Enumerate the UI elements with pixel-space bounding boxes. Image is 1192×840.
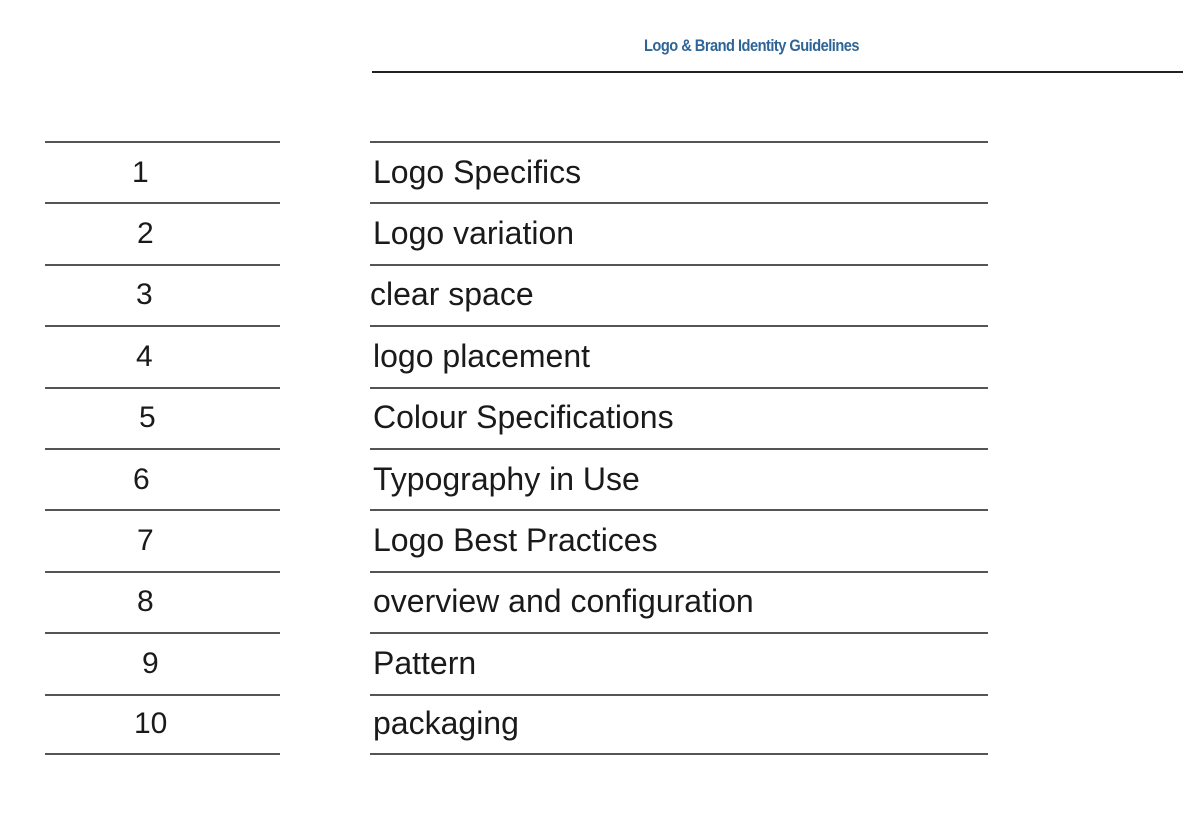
toc-number-cell [45,571,280,632]
toc-title-cell [370,141,988,202]
toc-row [0,632,1192,693]
toc-row [0,571,1192,632]
toc-title: Colour Specifications [373,399,674,436]
toc-title: Logo variation [373,214,575,251]
table-of-contents [0,141,1192,755]
toc-number-cell [45,264,280,325]
toc-row [0,141,1192,202]
toc-title: logo placement [373,337,591,374]
toc-title-cell [370,448,988,509]
toc-row [0,387,1192,448]
toc-row [0,264,1192,325]
toc-number: 4 [136,339,153,373]
toc-title: Pattern [373,644,477,681]
toc-number-cell [45,632,280,693]
toc-number: 6 [133,462,150,496]
toc-row [0,202,1192,263]
toc-number-cell [45,202,280,263]
toc-number: 3 [136,278,153,312]
toc-number: 5 [139,401,156,435]
toc-title-cell [370,571,988,632]
toc-number-cell [45,387,280,448]
document-title: Logo & Brand Identity Guidelines [644,36,859,55]
toc-title-cell [370,325,988,386]
toc-title: packaging [373,704,519,741]
toc-number: 9 [142,646,159,680]
toc-number-cell [45,141,280,202]
toc-title-cell [370,264,988,325]
toc-title: overview and configuration [373,583,754,620]
toc-title: Logo Specifics [373,153,582,190]
toc-title: clear space [370,276,534,313]
toc-title-cell [370,202,988,263]
toc-number: 8 [137,585,154,619]
toc-number: 7 [137,524,154,558]
toc-number: 2 [137,217,154,251]
toc-number-cell [45,325,280,386]
toc-number: 1 [132,155,149,189]
toc-number: 10 [134,707,168,741]
toc-number-cell [45,694,280,755]
toc-title-cell [370,694,988,755]
toc-number-cell [45,448,280,509]
toc-title: Typography in Use [373,460,640,497]
toc-title-cell [370,387,988,448]
toc-title-cell [370,632,988,693]
toc-row [0,509,1192,570]
toc-row [0,448,1192,509]
toc-row [0,694,1192,755]
document-header [372,0,1183,73]
toc-title-cell [370,509,988,570]
toc-title: Logo Best Practices [373,521,658,558]
toc-row [0,325,1192,386]
toc-number-cell [45,509,280,570]
